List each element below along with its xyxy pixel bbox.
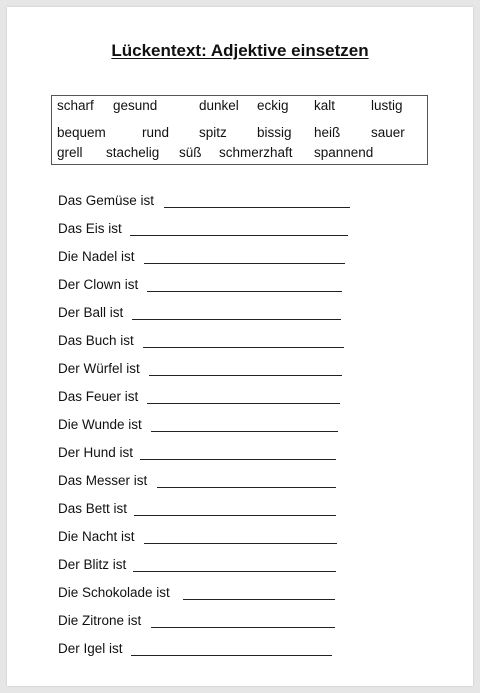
word-bank-word: heiß [314, 125, 341, 140]
word-bank-word: scharf [57, 98, 94, 113]
sentence-stem: Der Blitz ist [58, 557, 127, 572]
word-bank-word: süß [179, 145, 202, 160]
answer-blank[interactable] [140, 459, 336, 460]
word-bank-word: spitz [199, 125, 227, 140]
sentence-stem: Das Messer ist [58, 473, 148, 488]
sentence-stem: Das Feuer ist [58, 389, 139, 404]
sentence-stem: Die Wunde ist [58, 417, 142, 432]
sentence-stem: Die Nacht ist [58, 529, 135, 544]
answer-blank[interactable] [143, 347, 344, 348]
word-bank-word: lustig [371, 98, 403, 113]
answer-blank[interactable] [133, 571, 336, 572]
sentence-stem: Der Clown ist [58, 277, 139, 292]
sentence-stem: Das Gemüse ist [58, 193, 155, 208]
worksheet-title: Lückentext: Adjektive einsetzen [111, 41, 369, 60]
word-bank-word: bissig [257, 125, 292, 140]
word-bank-word: stachelig [106, 145, 160, 160]
answer-blank[interactable] [151, 431, 338, 432]
answer-blank[interactable] [134, 515, 336, 516]
sentence-stem: Das Eis ist [58, 221, 122, 236]
answer-blank[interactable] [164, 207, 350, 208]
sentence-stem: Die Zitrone ist [58, 613, 142, 628]
word-bank-word: dunkel [199, 98, 239, 113]
answer-blank[interactable] [132, 319, 341, 320]
answer-blank[interactable] [183, 599, 335, 600]
answer-blank[interactable] [131, 655, 332, 656]
word-bank-word: schmerzhaft [219, 145, 293, 160]
word-bank-word: gesund [113, 98, 158, 113]
answer-blank[interactable] [147, 403, 340, 404]
answer-blank[interactable] [130, 235, 348, 236]
sentence-stem: Die Schokolade ist [58, 585, 170, 600]
answer-blank[interactable] [149, 375, 342, 376]
word-bank-word: grell [57, 145, 83, 160]
answer-blank[interactable] [157, 487, 336, 488]
word-bank-word: spannend [314, 145, 374, 160]
answer-blank[interactable] [147, 291, 342, 292]
answer-blank[interactable] [144, 543, 337, 544]
sentence-stem: Das Bett ist [58, 501, 128, 516]
sentence-stem: Der Hund ist [58, 445, 134, 460]
sentence-stem: Das Buch ist [58, 333, 134, 348]
word-bank-word: rund [142, 125, 170, 140]
word-bank-word: kalt [314, 98, 336, 113]
answer-blank[interactable] [151, 627, 335, 628]
sentence-stem: Die Nadel ist [58, 249, 135, 264]
answer-blank[interactable] [144, 263, 345, 264]
word-bank-word: bequem [57, 125, 106, 140]
sentence-stem: Der Würfel ist [58, 361, 140, 376]
word-bank-word: eckig [257, 98, 289, 113]
sentence-stem: Der Ball ist [58, 305, 124, 320]
word-bank-word: sauer [371, 125, 405, 140]
sentence-stem: Der Igel ist [58, 641, 123, 656]
